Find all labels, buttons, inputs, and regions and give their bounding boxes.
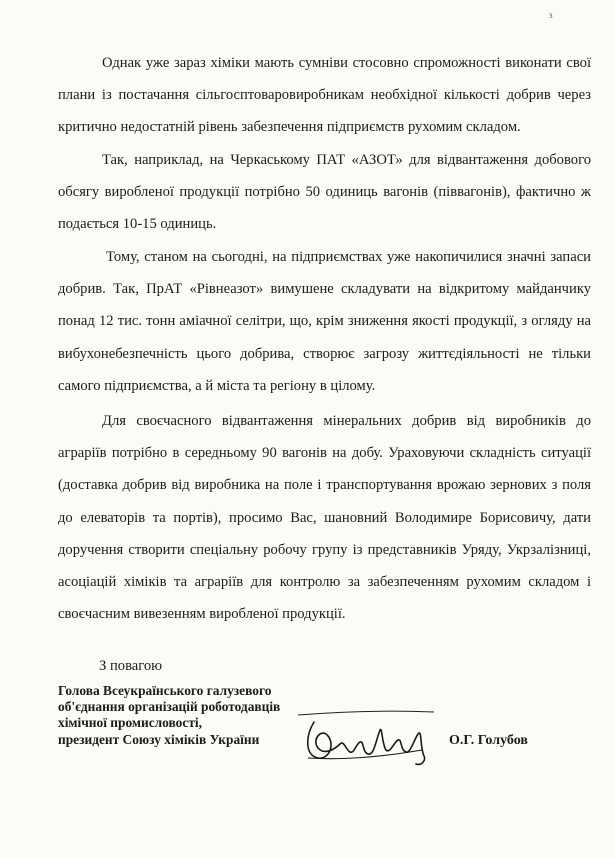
position-line: президент Союзу хіміків України (58, 731, 260, 747)
closing-salutation: З повагою (99, 658, 163, 674)
signatory-name: О.Г. Голубов (449, 733, 528, 748)
signatory-position (58, 683, 298, 748)
handwritten-signature (296, 700, 436, 770)
paragraph-2: Так, наприклад, на Черкаському ПАТ «АЗОТ» для відвантаження добового обсягу виробленої продукції потрібно 50 одиниць вагонів (піввагонів), фактично ж подається 10-15 одиниць. (58, 152, 591, 233)
paragraph-1: Однак уже зараз хіміки мають сумніви стосовно спроможності виконати свої плани із постачання сільгосптоваровиробникам необхідної кількості добрив через критично недостатній рівень забезпечення підприємств рухомим складом. (58, 55, 591, 136)
position-line: хімічної промисловості, (58, 715, 202, 731)
position-line: об'єднання організацій роботодавців (58, 699, 281, 715)
paragraph-3: Тому, станом на сьогодні, на підприємствах уже накопичилися значні запаси добрив. Так, ПрАТ «Рівнеазот» вимушене складувати на відкритому майданчику понад 12 тис. тонн аміачної селітри, що, крім зниження якості продукції, з огляду на вибухонебезпечність цього добрива, створює загрозу життєдіяльності не тільки самого підприємства, а й міста та регіону в цілому. (58, 249, 591, 394)
position-line: Голова Всеукраїнського галузевого (58, 683, 272, 698)
corner-mark: з (549, 10, 553, 20)
paragraph-4: Для своєчасного відвантаження мінеральних добрив від виробників до аграріїв потрібно в середньому 90 вагонів на добу. Ураховуючи складність ситуації (доставка добрив від виробника на поле і транспортування врожаю зернових з поля до елеваторів та портів), просимо Вас, шановний Володимире Борисовичу, дати доручення створити спеціальну робочу групу із представників Уряду, Укрзалізниці, асоціацій хіміків та аграріїв для контролю за забезпеченням рухомим складом і своєчасним вивезенням виробленої продукції. (58, 413, 591, 623)
